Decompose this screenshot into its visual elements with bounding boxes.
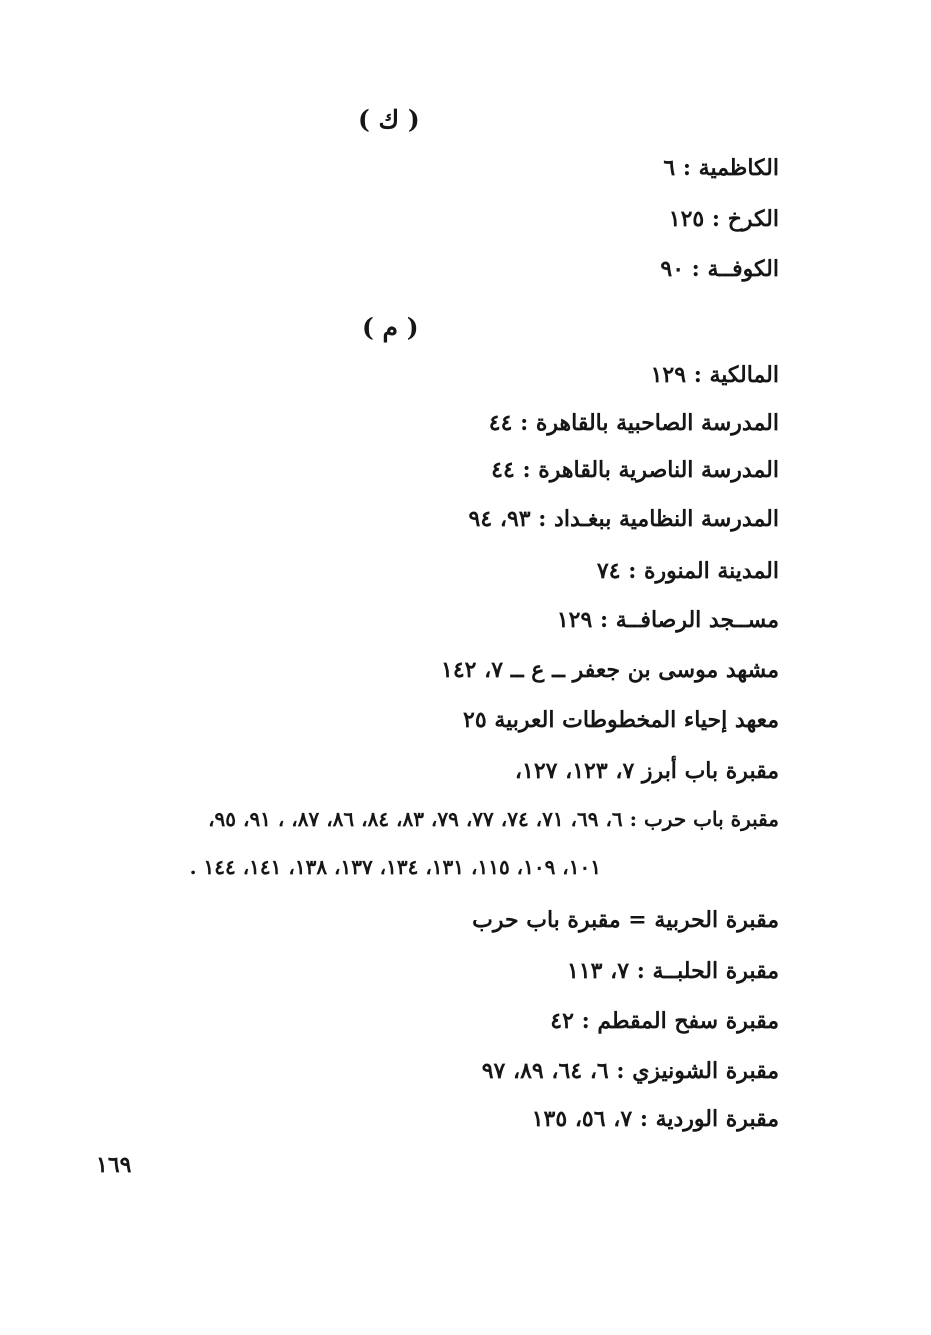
index-entry: المدرسة الصاحبية بالقاهرة : ٤٤	[488, 410, 779, 436]
index-entry: مســجد الرصافــة : ١٢٩	[556, 607, 779, 633]
index-entry: مقبرة الشونيزي : ٦، ٦٤، ٨٩، ٩٧	[481, 1058, 779, 1084]
index-entry: مقبرة الحربية = مقبرة باب حرب	[472, 907, 779, 933]
index-entry: المدينة المنورة : ٧٤	[596, 558, 779, 584]
page-number: ١٦٩	[96, 1152, 132, 1178]
index-entry: الكاظمية : ٦	[663, 155, 779, 181]
index-entry: مقبرة باب حرب : ٦، ٦٩، ٧١، ٧٤، ٧٧، ٧٩، ٨٣، ٨٤، ٨٦، ٨٧، ، ٩١، ٩٥،	[208, 807, 779, 831]
index-entry: معهد إحياء المخطوطات العربية ٢٥	[463, 707, 779, 733]
index-entry: مشهد موسى بن جعفر ــ ع ــ ٧، ١٤٢	[441, 657, 779, 683]
index-entry: المدرسة الناصرية بالقاهرة : ٤٤	[491, 457, 779, 483]
index-entry: الكرخ : ١٢٥	[668, 206, 779, 232]
index-entry: مقبرة الوردية : ٧، ٥٦، ١٣٥	[531, 1106, 779, 1132]
index-entry: المدرسة النظامية ببغـداد : ٩٣، ٩٤	[468, 506, 779, 532]
section-heading-kaf: ( ك )	[358, 105, 420, 134]
index-entry: مقبرة سفح المقطم : ٤٢	[550, 1008, 779, 1034]
index-entry: المالكية : ١٢٩	[650, 362, 779, 388]
section-heading-mim: ( م )	[362, 313, 419, 342]
index-entry: الكوفــة : ٩٠	[660, 256, 779, 282]
index-entry-continuation: ١٠١، ١٠٩، ١١٥، ١٣١، ١٣٤، ١٣٧، ١٣٨، ١٤١، ١٤٤ .	[189, 855, 601, 879]
index-entry: مقبرة الحلبــة : ٧، ١١٣	[567, 958, 779, 984]
index-entry: مقبرة باب أبرز ٧، ١٢٣، ١٢٧،	[514, 758, 779, 784]
